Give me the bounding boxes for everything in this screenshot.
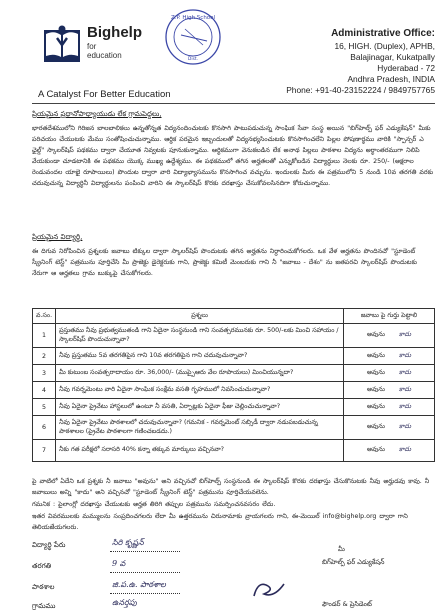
tagline: A Catalyst For Better Education (38, 89, 171, 100)
answer-no-ticked[interactable]: కాదు (398, 331, 412, 338)
student-name-label: విద్యార్థి పేరు (32, 541, 66, 549)
field-underline (110, 551, 180, 552)
table-header-row (33, 309, 435, 324)
brand-subtitle: for education (87, 42, 122, 60)
table-row (33, 382, 435, 399)
row-number: 3 (33, 365, 56, 382)
answer-cell (344, 365, 435, 382)
row-question: ప్రస్తుతము నీవు ప్రభుత్వముతండి గాని ఏదైనా సంస్థనుండి గాని సంవత్సరమునకు రూ. 500/-లకు మించి సహాయం / స్కాలర్‌షిప్ పొందుచున్నావా? (56, 324, 344, 348)
address-line: 16, HIGH. (Duplex), APHB, (334, 41, 435, 51)
office-address (286, 28, 435, 96)
row-question: నీవు ప్రస్తుతము 5వ తరగతిపైన గాని 10వ తరగతిపైన గాని చదువుచున్నావా? (56, 348, 344, 365)
row-number: 2 (33, 348, 56, 365)
table-row (33, 348, 435, 365)
instruction-paragraph: ఈ దిగువ నిరోపించిన ప్రశ్నలకు జవాబు టిక్కుల ద్వారా స్కాలర్‌షిప్ పొందుటకు తగిన అర్హతను నిర్ధారించుకోగలరు. ఒక వేళ అర్హతను పొందినచో "స్టూడెంట్ స్క్రీనింగ్ టెస్ట్" పత్రమును పూర్తిచేసి మీ ప్రాజెక్టు డైరెక్టరుకు గాని, ప్రాజెక్టు కమిటీ మెంబరుకు గాని నీ "జవాబు - దేశం" ను జతపరచి స్కాలర్‌షిప్ పొందుటకు నేరుగా ఆ అర్హతలు గ్రామ బుక్కుపై చేసుకోగలరు. (32, 248, 417, 277)
answer-no-ticked[interactable]: కాదు (398, 446, 412, 453)
student-salutation: ప్రియమైన విద్యార్థి, (32, 233, 83, 241)
answer-yes[interactable]: అవును (366, 368, 385, 376)
brand-name: Bighelp (87, 24, 142, 41)
class-value[interactable]: 9 వ (112, 559, 126, 568)
answer-yes[interactable]: అవును (366, 351, 385, 359)
gamanika-note: గమనిక : పైలాంగ్లో దరఖాస్తు చేయుటకు అర్హత తిరిగి తప్పుల పత్రమును సమర్పించనవసరం లేదు. (32, 501, 276, 508)
answer-cell (344, 440, 435, 462)
answer-no-ticked[interactable]: కాదు (398, 402, 412, 410)
table-row (33, 416, 435, 440)
row-number: 5 (33, 399, 56, 416)
answer-no-ticked[interactable]: కాదు (398, 385, 412, 393)
village-value[interactable]: ఉనర్తపు (112, 598, 137, 607)
table-row (33, 440, 435, 462)
answer-no-ticked[interactable]: కాదు (398, 368, 412, 376)
answer-no-ticked[interactable]: కాదు (398, 423, 412, 430)
answer-cell (344, 399, 435, 416)
school-label: పాఠశాల (32, 583, 55, 591)
answer-yes[interactable]: అవును (366, 331, 385, 338)
address-line: Andhra Pradesh, INDIA (347, 74, 435, 84)
table-row (33, 324, 435, 348)
row-question: నీవు గవర్నమెంటు వారి ఏదైనా సాంఘిక సంక్షేమ వసతి గృహములో నివసించుచున్నావా? (56, 382, 344, 399)
eligibility-table (32, 308, 435, 462)
class-label: తరగతి (32, 562, 52, 570)
intro-paragraph: భారతదేశములోని గిరిజన బాలబాలికలు ఉన్నతోన్నత విద్యనందించుటకు కొనసాగి పాటుపడుచున్న సాంఘిక సేవా సంస్థ అయిన "బిగ్‌హెల్ప్ ఫర్ ఎడ్యుకేషన్" మీకు పరిచయం చేయుటకు మేము సంతోషించుచున్నాము. ఆర్థిక పరమైన ఇబ్బందులతో విద్యనభ్యసించుటకు కొనసాగించలేని పిల్లల పోషణార్థము వారికి "స్పాన్సర్ ఎ ఛైల్డ్" స్కాలర్‌షిప్ పథకము ద్వారా చేయూత నివ్వటకు పూనుకున్నాము. ఆర్థికముగా వెనుకబడిన లేక అనాథ పిల్లలు పాఠశాల విద్యను అర్థాంతరముగా నిలిపి వేయకుండా చూడటానికి ఈ పథకము యొక్క ముఖ్య ఉద్దేశ్యము. ఈ పథకములో తగిన అర్హతలతో ఎన్నుకోబడిన విద్యార్థులు నెలకు రూ. 250/- (అక్షరాల రెండువందల యాభై రూపాయిలు) పొందుట ద్వారా వారి విద్యాభ్యాసమును కొనసాగించ వచ్చును. ఇందులకు మీరు ఈ పత్రములోని 5 నుండి 10వ తరగతి వరకు చదువుచున్న విద్యార్థినీ విద్యార్థులను పంపించి వారిని ఈ స్కాలర్‌షిప్ కొరకు దరఖాస్తు చేసుకోవలసినదిగా కోరుచున్నాము. (32, 125, 434, 187)
school-value[interactable]: జి.ప.ఉ. పాఠశాల (112, 580, 166, 589)
answer-cell (344, 416, 435, 440)
field-underline (110, 572, 180, 573)
row-number: 4 (33, 382, 56, 399)
salutation: ప్రియమైన ప్రధానోపాధ్యాయుడు లేక గ్రామపెద్దలు, (32, 110, 162, 118)
field-underline (110, 593, 180, 594)
address-line: Balajinagar, Kukatpally (350, 52, 435, 62)
student-name-value[interactable]: సిరి కృష్ణన్ (112, 538, 144, 547)
table-row (33, 399, 435, 416)
header-question: ప్రశ్నలు (56, 309, 344, 324)
answer-cell (344, 348, 435, 365)
village-label: గ్రామము (32, 602, 56, 610)
address-line: Hyderabad - 72 (377, 63, 435, 73)
answer-no-ticked[interactable]: కాదు (398, 351, 412, 359)
organization-label: బిగ్‌హెల్ప్ ఫర్ ఎడ్యుకేషన్ (322, 558, 385, 566)
row-question: నీకు గత పరీక్షలో సరాసరి 40% కన్నా తక్కువ మార్కులు వచ్చినవా? (56, 440, 344, 462)
row-question: నీవు ఏదైనా ప్రైవేటు పాఠశాలలో చదువుచున్నావా? (గమనిక - గవర్నమెంట్ సబ్సిడీ ద్వారా నడుపబడుచున్న పాఠశాలల (ప్రైవేట పాఠశాలగా గణించబడదు.) (56, 416, 344, 440)
answer-yes[interactable]: అవును (366, 385, 385, 393)
table-row (33, 365, 435, 382)
header-divider (32, 103, 435, 104)
row-number: 6 (33, 416, 56, 440)
signatory-label: ఫౌండర్ & ప్రెసిడెంట్ (322, 600, 372, 608)
row-question: మీ కుటుంబ సంవత్సరాదాయం రూ. 36,000/- (ముప్పైఆరు వేల రూపాయలు) మించియున్నదా? (56, 365, 344, 382)
open-book-icon (40, 24, 84, 64)
answer-yes[interactable]: అవును (366, 402, 385, 410)
row-number: 7 (33, 440, 56, 462)
answer-cell (344, 324, 435, 348)
yours-label: మీ (338, 545, 345, 553)
row-question: నీవు ఏదైనా ప్రైవేటు హాస్టలులో ఉంటూ నీ వసతి, ఏర్పాట్లకు ఏదైనా ఫీజు చెల్లించుచున్నావా? (56, 399, 344, 416)
header-serial: వ.సం. (33, 309, 56, 324)
office-title: Administrative Office: (331, 28, 435, 39)
svg-text:Dist.: Dist. (187, 57, 199, 62)
row-number: 1 (33, 324, 56, 348)
contact-note: ఇతర వివరములకు మమ్ములను సంప్రదించగలరు లేదా మీ ఉత్తరమును చిరునామాకు వ్రాయగలరు గాని, ఈ-మెయిల్ info@bighelp.org ద్వారా గాని తెలియజేయగలరు. (32, 513, 408, 531)
header-answer: జవాబు పై గుర్తు పెట్టాలి (344, 309, 435, 324)
handwritten-signature (250, 576, 290, 602)
bighelp-logo (40, 20, 142, 72)
answer-yes[interactable]: అవును (366, 423, 385, 430)
eligibility-note: పై వాటిలో ఏదేని ఒక ప్రశ్నకు నీ జవాబు "అవును" అని వచ్చినచో బిగ్‌హెల్ప్ సంస్థనుండి ఈ స్కాలర్‌షిప్ కొరకు దరఖాస్తు చేసుకొనుటకు నీవు అర్హుడవు కావు. నీ జవాబులు అన్ని "కాదు" అని వచ్చినచో "స్టూడెంట్ స్క్రీనింగ్ టెస్ట్" పత్రమును పూర్తిచేయవలెను. (32, 478, 430, 496)
svg-text:Z.P. High School: Z.P. High School (170, 15, 216, 21)
phone-line: Phone: +91-40-23152224 / 9849757765 (286, 85, 435, 95)
school-stamp-seal (163, 7, 223, 67)
answer-yes[interactable]: అవును (366, 446, 385, 453)
answer-cell (344, 382, 435, 399)
